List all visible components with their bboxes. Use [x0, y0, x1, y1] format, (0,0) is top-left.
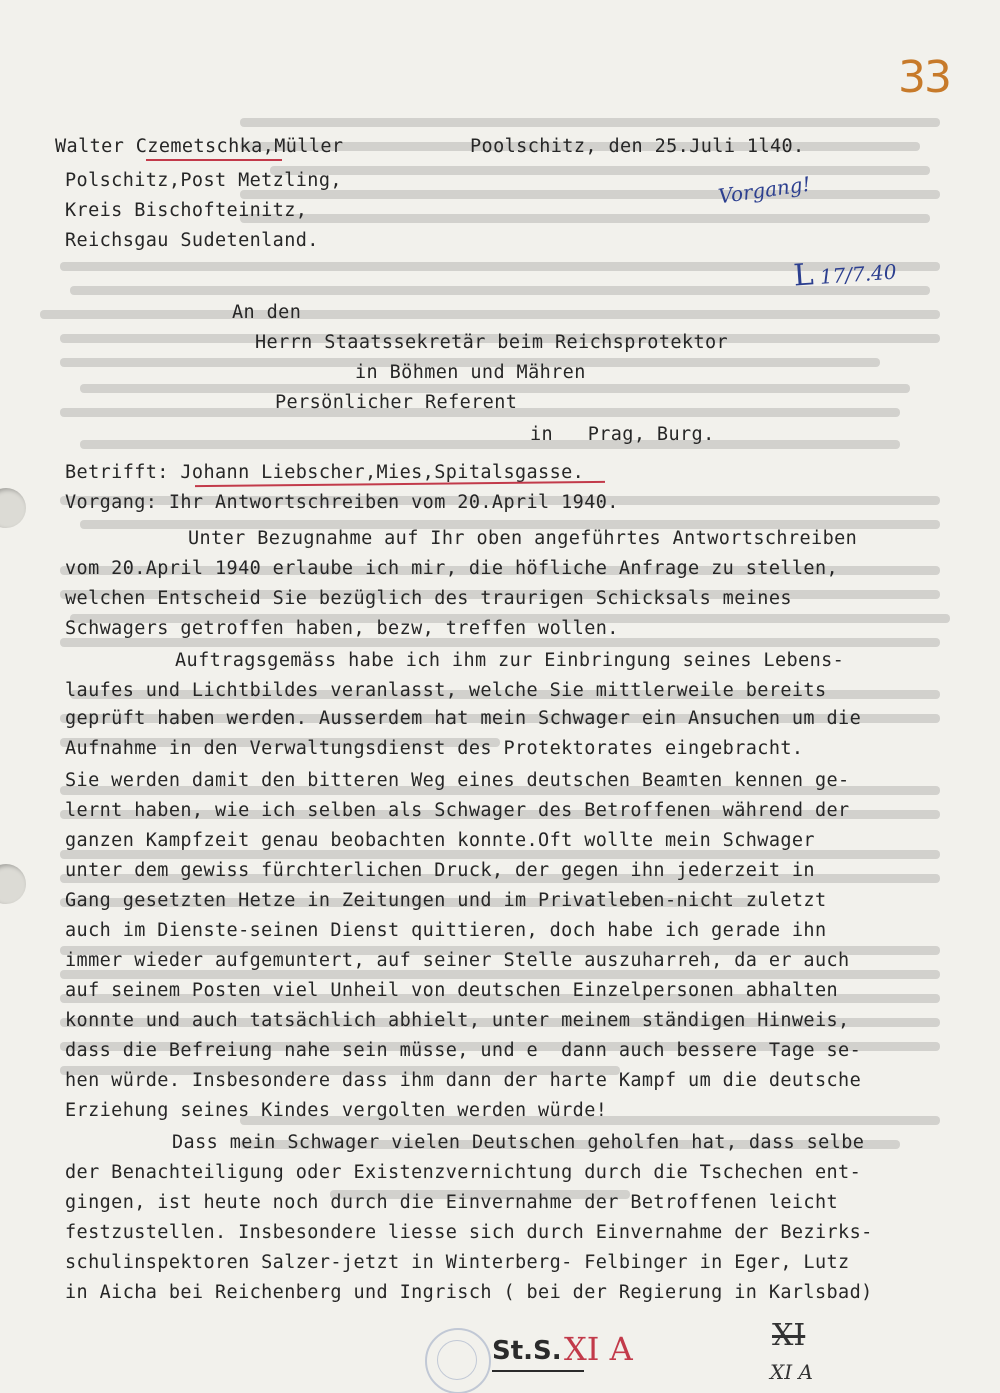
body-line: Erziehung seines Kindes vergolten werden würde! — [65, 1100, 608, 1121]
body-line: in Aicha bei Reichenberg und Ingrisch ( bei der Regierung in Karlsbad) — [65, 1282, 873, 1303]
handwritten-date-value: 17/7.40 — [819, 259, 898, 289]
body-line: welchen Entscheid Sie bezüglich des traurigen Schicksals meines — [65, 588, 792, 609]
red-underline-sender — [146, 159, 282, 161]
handwritten-vorgang: Vorgang! — [716, 171, 812, 209]
body-line: auch im Dienste-seinen Dienst quittieren, doch habe ich gerade ihn — [65, 920, 827, 941]
body-line: immer wieder aufgemuntert, auf seiner Stelle auszuharreh, da er auch — [65, 950, 850, 971]
body-line: hen würde. Insbesondere dass ihm dann der harte Kampf um die deutsche — [65, 1070, 862, 1091]
body-line: auf seinem Posten viel Unheil von deutschen Einzelpersonen abhalten — [65, 980, 839, 1001]
sender-address-3: Reichsgau Sudetenland. — [65, 230, 319, 251]
body-line: Unter Bezugnahme auf Ihr oben angeführtes Antwortschreiben — [188, 528, 858, 549]
stamp-label: St.S. — [492, 1336, 562, 1366]
page-number: 33 — [898, 52, 950, 103]
red-roman-mark: XI A — [564, 1330, 633, 1368]
body-line: Sie werden damit den bitteren Weg eines deutschen Beamten kennen ge- — [65, 770, 850, 791]
recipient-line-2: Herrn Staatssekretär beim Reichsprotektor — [255, 332, 729, 353]
body-line: ganzen Kampfzeit genau beobachten konnte.Oft wollte mein Schwager — [65, 830, 815, 851]
stamp-underline — [492, 1370, 584, 1372]
punch-hole-bottom — [0, 864, 26, 904]
recipient-line-5: in Prag, Burg. — [530, 424, 715, 445]
body-line: lernt haben, wie ich selben als Schwager des Betroffenen während der — [65, 800, 850, 821]
sender-name: Walter Czemetschka,Müller — [55, 136, 344, 157]
body-line: dass die Befreiung nahe sein müsse, und e dann auch bessere Tage se- — [65, 1040, 862, 1061]
sender-address-1: Polschitz,Post Metzling, — [65, 170, 342, 191]
handwritten-date: L 17/7.40 — [792, 257, 898, 294]
body-line: Dass mein Schwager vielen Deutschen geholfen hat, dass selbe — [172, 1132, 865, 1153]
body-line: festzustellen. Insbesondere liesse sich durch Einvernahme der Bezirks- — [65, 1222, 873, 1243]
sender-address-2: Kreis Bischofteinitz, — [65, 200, 308, 221]
body-line: Gang gesetzten Hetze in Zeitungen und im Privatleben-nicht zuletzt — [65, 890, 827, 911]
body-line: konnte und auch tatsächlich abhielt, unter meinem ständigen Hinweis, — [65, 1010, 850, 1031]
body-line: Schwagers getroffen haben, bezw, treffen wollen. — [65, 618, 619, 639]
subject-vorgang: Vorgang: Ihr Antwortschreiben vom 20.April 1940. — [65, 492, 619, 513]
body-line: gingen, ist heute noch durch die Einvernahme der Betroffenen leicht — [65, 1192, 839, 1213]
body-line: laufes und Lichtbildes veranlasst, welche Sie mittlerweile bereits — [65, 680, 827, 701]
black-roman-mark: XI — [772, 1318, 806, 1353]
subject-betrifft: Betrifft: Johann Liebscher,Mies,Spitalsgasse. — [65, 462, 585, 483]
body-line: Aufnahme in den Verwaltungsdienst des Protektorates eingebracht. — [65, 738, 804, 759]
punch-hole-top — [0, 488, 26, 528]
body-line: unter dem gewiss fürchterlichen Druck, der gegen ihn jederzeit in — [65, 860, 815, 881]
body-line: vom 20.April 1940 erlaube ich mir, die höfliche Anfrage zu stellen, — [65, 558, 839, 579]
recipient-line-1: An den — [232, 302, 302, 323]
body-line: schulinspektoren Salzer-jetzt in Winterberg- Felbinger in Eger, Lutz — [65, 1252, 850, 1273]
recipient-line-4: Persönlicher Referent — [275, 392, 518, 413]
place-date: Poolschitz, den 25.Juli 1l40. — [470, 136, 805, 157]
recipient-line-3: in Böhmen und Mähren — [355, 362, 586, 383]
body-line: der Benachteiligung oder Existenzvernichtung durch die Tschechen ent- — [65, 1162, 862, 1183]
body-line: Auftragsgemäss habe ich ihm zur Einbringung seines Lebens- — [175, 650, 845, 671]
archive-stamp — [425, 1328, 491, 1393]
body-line: geprüft haben werden. Ausserdem hat mein Schwager ein Ansuchen um die — [65, 708, 862, 729]
black-roman-sub: XI A — [770, 1360, 813, 1384]
